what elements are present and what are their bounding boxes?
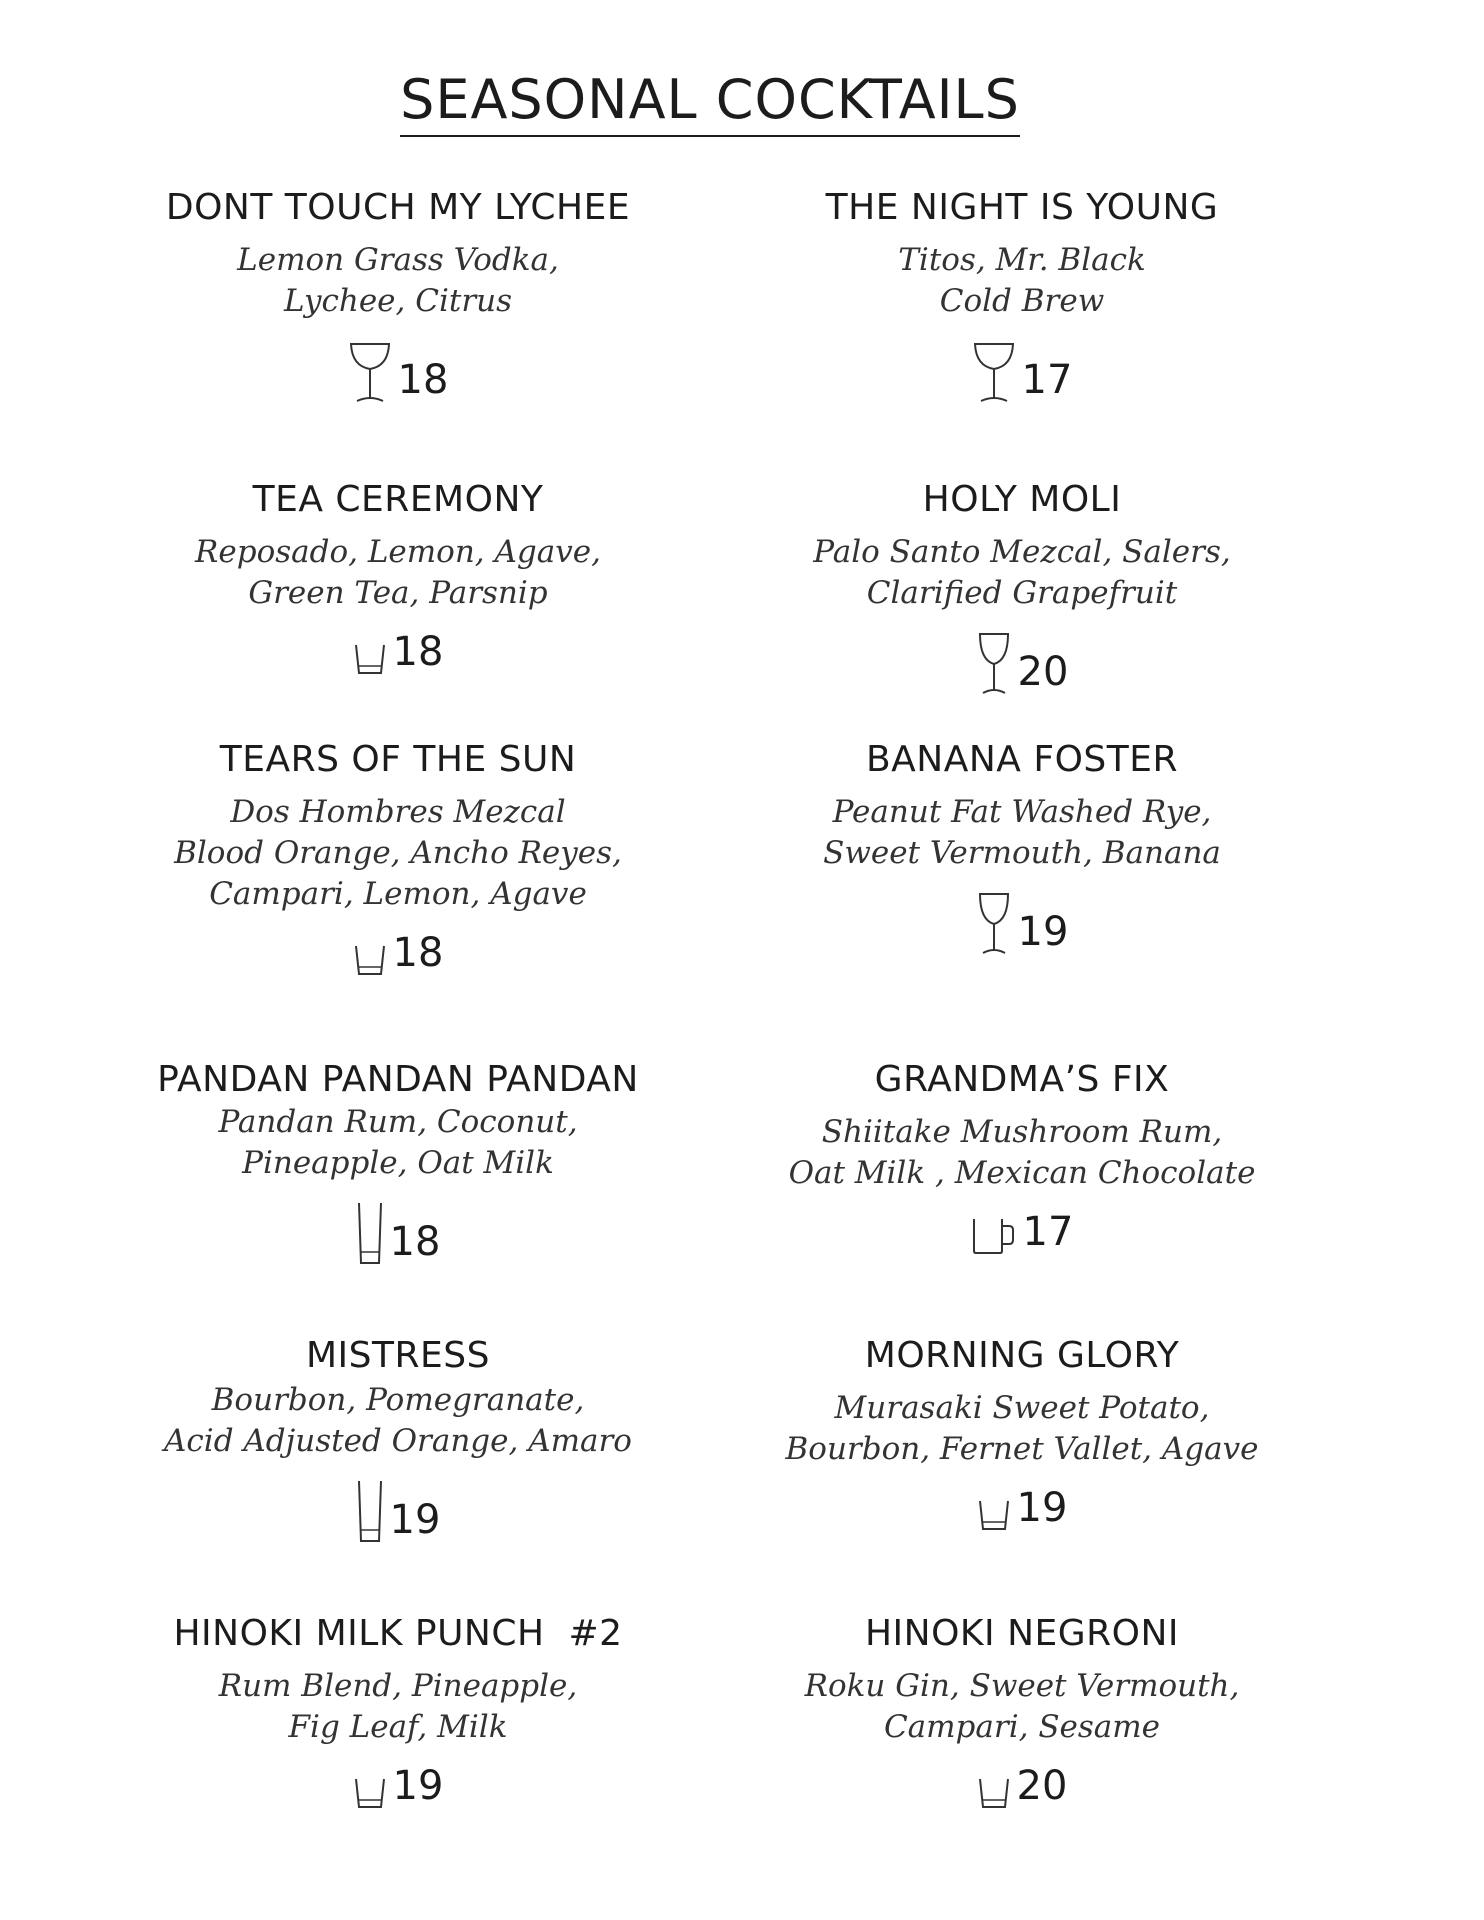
cocktail-description [128, 1102, 668, 1184]
rocks-glass-icon [977, 1498, 1011, 1532]
price: 18 [397, 357, 449, 403]
price-row [128, 1764, 668, 1810]
price-row [128, 1200, 668, 1266]
menu-item-dont-touch-my-lychee [128, 186, 668, 404]
price-row [752, 1764, 1292, 1810]
page-title-text: SEASONAL COCKTAILS [400, 68, 1020, 137]
cocktail-description-line: Bourbon, Pomegranate, [211, 1382, 585, 1418]
cocktail-name: DONT TOUCH MY LYCHEE [165, 187, 631, 228]
menu-item-grandmas-fix [752, 1058, 1292, 1256]
cocktail-description-line: Dos Hombres Mezcal [230, 794, 566, 830]
menu-item-pandan-pandan-pandan [128, 1058, 668, 1266]
price: 19 [389, 1497, 441, 1543]
cocktail-description-line: Rum Blend, Pineapple, [218, 1668, 578, 1704]
cocktail-description [752, 532, 1292, 614]
cocktail-name: HINOKI NEGRONI [864, 1613, 1180, 1654]
price: 19 [1016, 1485, 1068, 1531]
cocktail-description-line: Fig Leaf, Milk [288, 1709, 508, 1745]
cocktail-description-line: Cold Brew [939, 283, 1105, 319]
cocktail-description-line: Pandan Rum, Coconut, [218, 1104, 578, 1140]
cocktail-description-line: Clarified Grapefruit [866, 575, 1178, 611]
cocktail-description-line: Campari, Lemon, Agave [209, 876, 587, 912]
cocktail-description-line: Campari, Sesame [883, 1709, 1161, 1745]
price: 19 [392, 1763, 444, 1809]
cocktail-name: PANDAN PANDAN PANDAN [157, 1059, 639, 1100]
cocktail-description [128, 1380, 668, 1462]
price-row [752, 1210, 1292, 1256]
cocktail-description [752, 1666, 1292, 1748]
cocktail-description-line: Titos, Mr. Black [898, 242, 1146, 278]
nick-and-nora-glass-icon [976, 890, 1012, 956]
price: 18 [392, 930, 444, 976]
price-row [752, 890, 1292, 956]
price: 17 [1021, 357, 1073, 403]
cocktail-name: TEA CEREMONY [252, 479, 544, 520]
cocktail-description-line: Oat Milk , Mexican Chocolate [788, 1155, 1256, 1191]
cocktail-description [752, 1388, 1292, 1470]
coupe-glass-icon [348, 338, 392, 404]
cocktail-description [752, 240, 1292, 322]
cocktail-description-line: Palo Santo Mezcal, Salers, [813, 534, 1231, 570]
rocks-glass-icon [353, 642, 387, 676]
price-row [752, 338, 1292, 404]
cocktail-description-line: Lemon Grass Vodka, [237, 242, 559, 278]
menu-item-morning-glory [752, 1334, 1292, 1532]
cocktail-name: TEARS OF THE SUN [219, 739, 577, 780]
cocktail-description-line: Acid Adjusted Orange, Amaro [164, 1423, 632, 1459]
cocktail-description-line: Blood Orange, Ancho Reyes, [174, 835, 622, 871]
price: 18 [392, 629, 444, 675]
price-row [752, 1486, 1292, 1532]
menu-item-banana-foster [752, 738, 1292, 956]
price: 18 [389, 1219, 441, 1265]
cocktail-description [128, 532, 668, 614]
menu-item-mistress [128, 1334, 668, 1544]
cocktail-name: HOLY MOLI [922, 479, 1122, 520]
price-row [128, 630, 668, 676]
cocktail-description [128, 792, 668, 915]
cocktail-description-line: Sweet Vermouth, Banana [823, 835, 1221, 871]
cocktail-name: THE NIGHT IS YOUNG [825, 187, 1219, 228]
cocktail-description-line: Murasaki Sweet Potato, [834, 1390, 1210, 1426]
menu-item-tea-ceremony [128, 478, 668, 676]
highball-glass-icon [356, 1478, 384, 1544]
rocks-glass-icon [353, 1776, 387, 1810]
price: 19 [1017, 909, 1069, 955]
menu-item-holy-moli [752, 478, 1292, 696]
highball-glass-icon [356, 1200, 384, 1266]
price-row [128, 931, 668, 977]
cocktail-description-line: Pineapple, Oat Milk [242, 1145, 554, 1181]
cocktail-description [128, 240, 668, 322]
menu-item-hinoki-negroni [752, 1612, 1292, 1810]
cocktail-name: HINOKI MILK PUNCH #2 [173, 1613, 623, 1654]
rocks-glass-icon [353, 943, 387, 977]
cocktail-description-line: Bourbon, Fernet Vallet, Agave [785, 1431, 1259, 1467]
page-title [0, 68, 1420, 131]
price-row [752, 630, 1292, 696]
mug-icon [971, 1216, 1017, 1256]
price: 20 [1017, 649, 1069, 695]
cocktail-description [752, 1112, 1292, 1194]
cocktail-description [752, 792, 1292, 874]
rocks-glass-icon [977, 1776, 1011, 1810]
cocktail-description-line: Green Tea, Parsnip [248, 575, 548, 611]
cocktail-description-line: Lychee, Citrus [283, 283, 513, 319]
price: 20 [1016, 1763, 1068, 1809]
cocktail-description-line: Roku Gin, Sweet Vermouth, [804, 1668, 1240, 1704]
coupe-glass-icon [972, 338, 1016, 404]
cocktail-name: BANANA FOSTER [865, 739, 1179, 780]
cocktail-description-line: Peanut Fat Washed Rye, [832, 794, 1212, 830]
cocktail-name: MORNING GLORY [864, 1335, 1180, 1376]
price-row [128, 338, 668, 404]
menu-item-the-night-is-young [752, 186, 1292, 404]
menu-item-tears-of-the-sun [128, 738, 668, 977]
price-row [128, 1478, 668, 1544]
cocktail-description-line: Reposado, Lemon, Agave, [195, 534, 601, 570]
cocktail-name: GRANDMA’S FIX [874, 1059, 1170, 1100]
price: 17 [1022, 1209, 1074, 1255]
cocktail-description-line: Shiitake Mushroom Rum, [821, 1114, 1223, 1150]
cocktail-description [128, 1666, 668, 1748]
menu-item-hinoki-milk-punch [128, 1612, 668, 1810]
nick-and-nora-glass-icon [976, 630, 1012, 696]
cocktail-name: MISTRESS [306, 1335, 490, 1376]
